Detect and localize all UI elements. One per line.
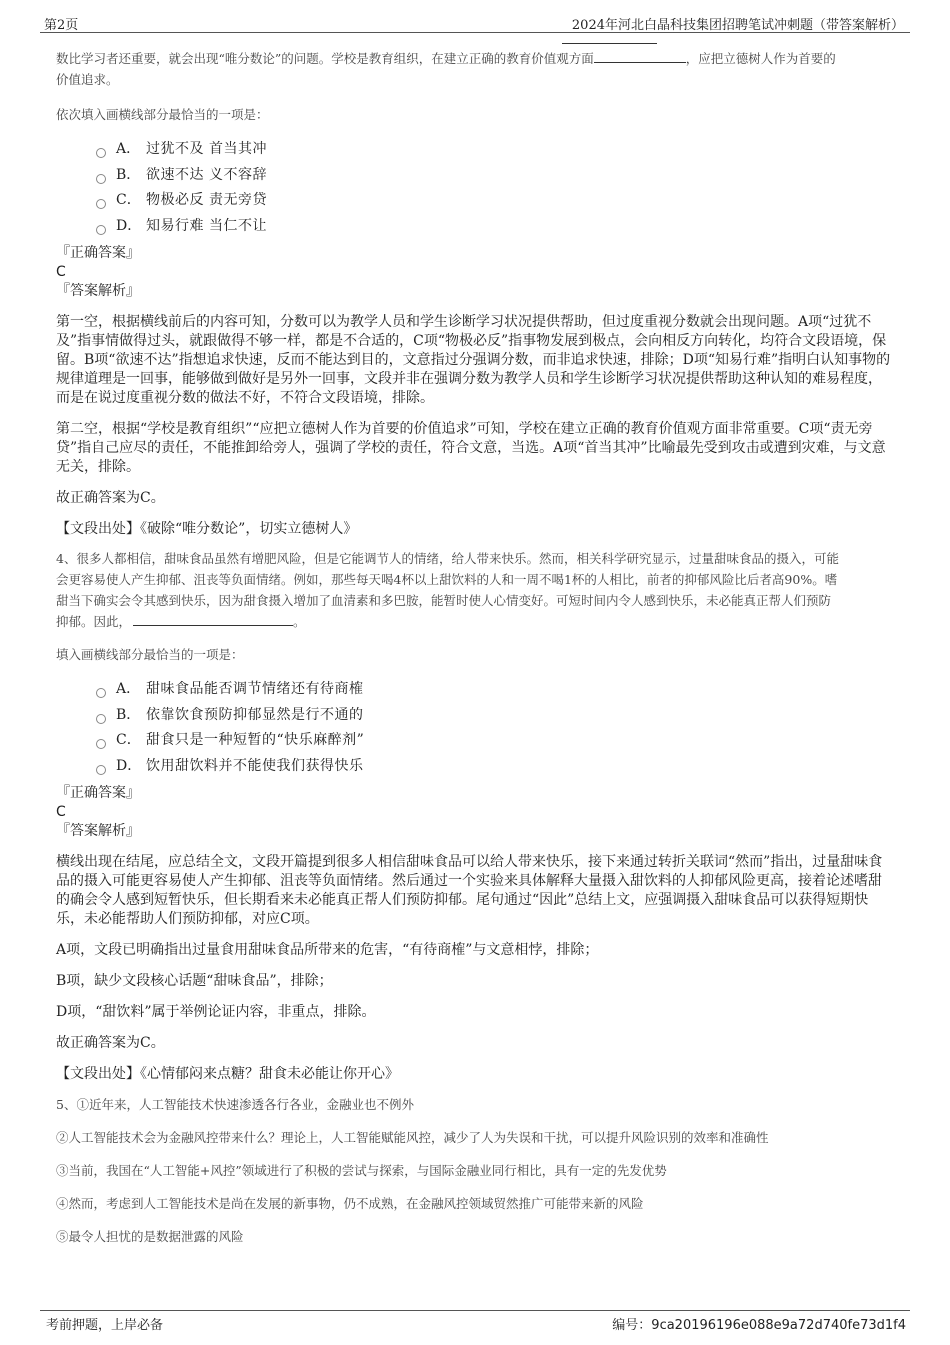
option-text: 物极必反 责无旁贷 [146,192,267,208]
radio-icon[interactable] [96,225,106,235]
q4-stem [56,548,892,632]
radio-icon[interactable] [96,148,106,158]
q5-item-5: ⑤最令人担忧的是数据泄露的风险 [56,1229,244,1244]
q4-stem-line: 4、很多人都相信，甜味食品虽然有增肥风险，但是它能调节人的情绪，给人带来快乐。然而，相关科学研究显示，过量甜味食品的摄入，可能 [56,551,839,566]
q4-source: 【文段出处】《心情郁闷来点糖？甜食未必能让你开心》 [56,1066,399,1082]
q3-analysis-1: 第一空，根据横线前后的内容可知，分数可以为教学人员和学生诊断学习状况提供帮助，但过度重视分数就会出现问题。A项“过犹不及”指事情做得过头，就跟做得不够一样，都是不合适的，C项“物极必反”指事物发展到极点，会向相反方向转化，均符合文段语境，保留。B项“欲速不达”指想追求快速，反而不能达到目的，文意指过分强调分数，而非追求快速，排除；D项“知易行难”指明白认知事物的规律道理是一回事，能够做到做好是另外一回事，文段并非在强调分数为教学人员和学生诊断学习状况提供帮助这种认知的难易程度，而是在说过度重视分数的做法不好，不符合文段语境，排除。 [56,314,891,406]
q4-analysis-label: 『答案解析』 [56,823,140,839]
q3-stem-text-3: 价值追求。 [56,72,119,87]
footer-code-label: 编号： [612,1318,652,1333]
q4-blank [133,611,293,626]
q5-item-4: ④然而，考虑到人工智能技术是尚在发展的新事物，仍不成熟，在金融风控领域贸然推广可能带来新的风险 [56,1196,644,1211]
q3-stem-text-2: ，应把立德树人作为首要的 [685,51,836,66]
q3-source: 【文段出处】《破除“唯分数论”，切实立德树人》 [56,521,358,537]
q3-prompt: 依次填入画横线部分最恰当的一项是： [56,107,269,122]
q4-stem-text: 抑郁。因此， [56,614,132,629]
option-text: 甜味食品能否调节情绪还有待商榷 [146,681,364,697]
footer-slogan: 考前押题，上岸必备 [46,1318,164,1333]
q3-blank [594,48,686,63]
page-footer [40,1310,910,1331]
page-header [40,10,910,33]
radio-icon[interactable] [96,199,106,209]
q4-option-b[interactable] [56,703,892,729]
q4-stem-last-line [56,611,892,632]
q3-analysis-3: 故正确答案为C。 [56,490,165,506]
radio-icon[interactable] [96,688,106,698]
option-letter: B． [116,706,141,723]
q4-answer-label: 『正确答案』 [56,785,140,801]
radio-icon[interactable] [96,765,106,775]
q3-answer: C [56,264,66,280]
q5-item-1: 5、①近年来，人工智能技术快速渗透各行各业，金融业也不例外 [56,1097,414,1112]
q4-answer: C [56,804,66,820]
q4-analysis-3: B项，缺少文段核心话题“甜味食品”，排除； [56,973,333,989]
q4-analysis-2: A项，文段已明确指出过量食用甜味食品所带来的危害，“有待商榷”与文意相悖，排除； [56,942,599,958]
option-text: 过犹不及 首当其冲 [146,141,267,157]
option-letter: D． [116,217,142,234]
q3-stem [56,48,892,90]
radio-icon[interactable] [96,174,106,184]
document-title: 2024年河北白晶科技集团招聘笔试冲刺题（带答案解析） [571,18,904,33]
q4-prompt: 填入画横线部分最恰当的一项是： [56,647,244,662]
q5-item-3: ③当前，我国在“人工智能+风控”领域进行了积极的尝试与探索，与国际金融业同行相比，具有一定的先发优势 [56,1163,667,1178]
q4-analysis-1: 横线出现在结尾，应总结全文，文段开篇提到很多人相信甜味食品可以给人带来快乐，接下来通过转折关联词“然而”指出，过量甜味食品的摄入可能更容易使人产生抑郁、沮丧等负面情绪。然后通过一个实验来具体解释大量摄入甜饮料的人抑郁风险更高，接着论述嗜甜的确会令人感到短暂快乐，但长期看来未必能真正帮人们预防抑郁。尾句通过“因此”总结上文，应强调摄入甜味食品可以获得短期快乐，未必能帮助人们预防抑郁，对应C项。 [56,854,883,927]
q3-option-c[interactable] [56,188,892,214]
q3-analysis-label: 『答案解析』 [56,283,140,299]
option-text: 欲速不达 义不容辞 [146,166,267,183]
radio-icon[interactable] [96,739,106,749]
q4-options [56,677,892,779]
footer-code [612,1314,906,1333]
q3-options [56,137,892,239]
q4-stem-line: 甜当下确实会令其感到快乐，因为甜食摄入增加了血清素和多巴胺，能暂时使人心情变好。可短时间内令人感到快乐，未必能真正帮人们预防 [56,593,832,608]
option-letter: A． [116,141,141,157]
header-rule [562,43,657,44]
q4-stem-end: 。 [293,614,306,629]
option-letter: B． [116,166,141,183]
option-text: 饮用甜饮料并不能使我们获得快乐 [146,757,364,774]
page-number: 第2页 [44,18,79,33]
option-text: 知易行难 当仁不让 [146,217,267,234]
q4-analysis-5: 故正确答案为C。 [56,1035,165,1051]
option-letter: A． [116,681,141,697]
q4-option-d[interactable] [56,754,892,780]
q3-answer-label: 『正确答案』 [56,245,140,261]
q5-item-2: ②人工智能技术会为金融风控带来什么？理论上，人工智能赋能风控，减少了人为失误和干扰，可以提升风险识别的效率和准确性 [56,1130,769,1145]
option-letter: C． [116,732,141,748]
q3-analysis-2: 第二空，根据“学校是教育组织”“应把立德树人作为首要的价值追求”可知，学校在建立正确的教育价值观方面非常重要。C项“责无旁贷”指自己应尽的责任，不能推卸给旁人，强调了学校的责任，符合文意，当选。A项“首当其冲”比喻最先受到攻击或遭到灾难，与文意无关，排除。 [56,421,886,475]
main-content [56,46,892,1245]
q3-option-b[interactable] [56,163,892,189]
q4-option-a[interactable] [56,677,892,703]
footer-code-value: 9ca20196196e088e9a72d740fe73d1f4 [651,1318,906,1333]
radio-icon[interactable] [96,714,106,724]
q3-option-d[interactable] [56,214,892,240]
q3-option-a[interactable] [56,137,892,163]
option-letter: C． [116,192,141,208]
q4-option-c[interactable] [56,728,892,754]
q4-analysis-4: D项，“甜饮料”属于举例论证内容，非重点，排除。 [56,1004,376,1020]
option-letter: D． [116,757,142,774]
q3-stem-text-1: 数比学习者还重要，就会出现“唯分数论”的问题。学校是教育组织，在建立正确的教育价值观方面 [56,51,594,66]
option-text: 依靠饮食预防抑郁显然是行不通的 [146,706,364,723]
option-text: 甜食只是一种短暂的“快乐麻醉剂” [146,732,365,748]
q4-stem-line: 会更容易使人产生抑郁、沮丧等负面情绪。例如，那些每天喝4杯以上甜饮料的人和一周不喝1杯的人相比，前者的抑郁风险比后者高90%。嗜 [56,572,838,587]
